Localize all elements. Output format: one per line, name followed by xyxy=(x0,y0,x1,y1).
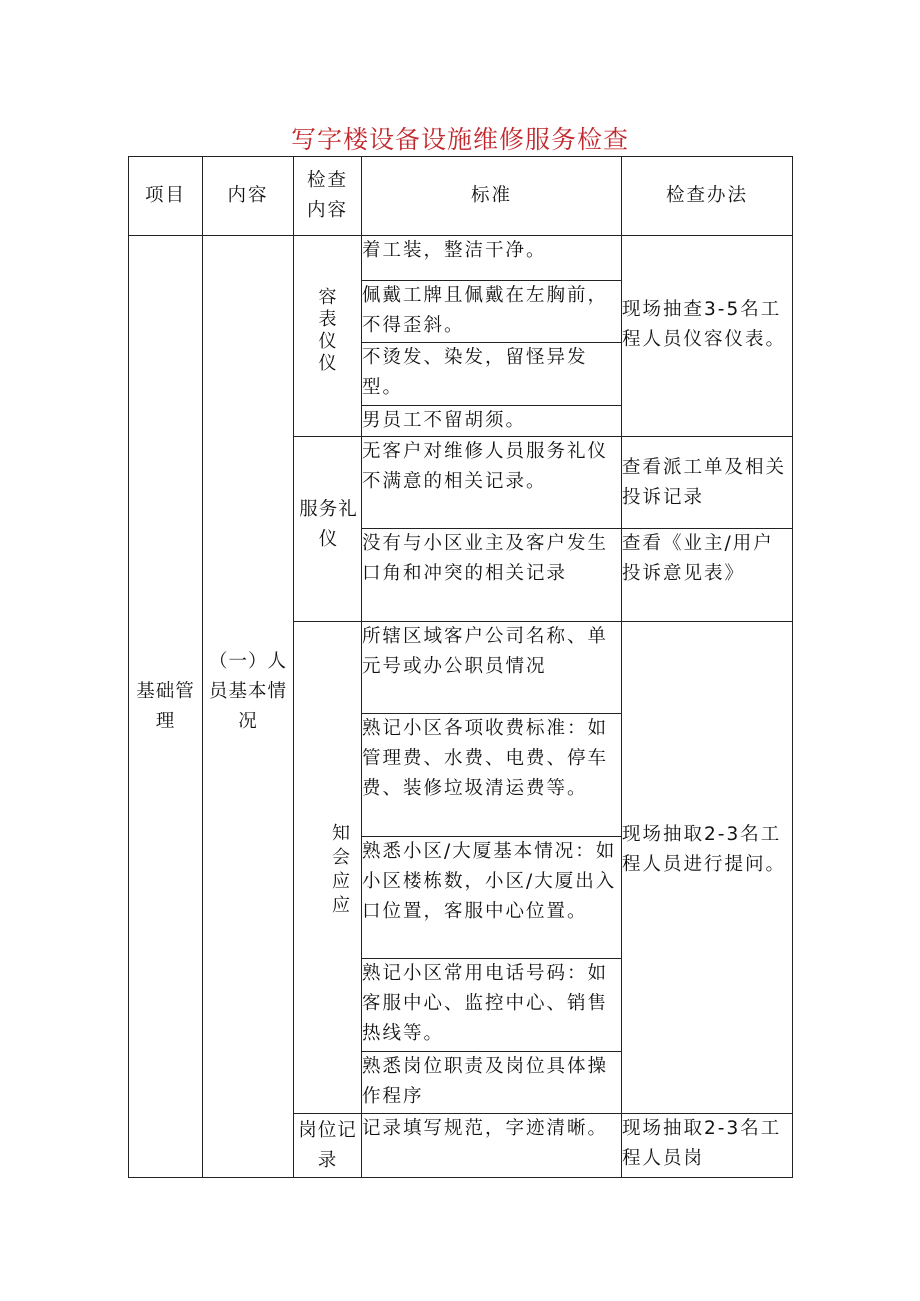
category-record: 岗位记录 xyxy=(294,1114,362,1178)
standard-text: 熟记小区各项收费标准：如管理费、水费、电费、停车费、装修垃圾清运费等。 xyxy=(362,714,622,837)
standard-text: 男员工不留胡须。 xyxy=(362,406,622,437)
table-row xyxy=(129,236,793,281)
standard-text: 不烫发、染发，留怪异发型。 xyxy=(362,343,622,406)
standard-text: 记录填写规范，字迹清晰。 xyxy=(362,1114,622,1178)
method-text: 现场抽取2-3名工程人员岗 xyxy=(622,1114,793,1178)
header-item: 项目 xyxy=(129,157,203,236)
standard-text: 没有与小区业主及客户发生口角和冲突的相关记录 xyxy=(362,529,622,622)
standard-text: 熟悉小区/大厦基本情况：如小区楼栋数，小区/大厦出入口位置，客服中心位置。 xyxy=(362,837,622,959)
category-knowledge: 知会应应 xyxy=(294,622,362,1114)
standard-text: 无客户对维修人员服务礼仪不满意的相关记录。 xyxy=(362,437,622,529)
method-text: 查看派工单及相关投诉记录 xyxy=(622,437,793,529)
header-check-content: 检查内容 xyxy=(294,157,362,236)
header-row xyxy=(129,157,793,236)
standard-text: 佩戴工牌且佩戴在左胸前，不得歪斜。 xyxy=(362,281,622,343)
category-etiquette: 服务礼仪 xyxy=(294,437,362,622)
method-text: 查看《业主/用户投诉意见表》 xyxy=(622,529,793,622)
category-appearance: 容表仪仪 xyxy=(294,236,362,437)
standard-text: 着工装，整洁干净。 xyxy=(362,236,622,281)
header-content: 内容 xyxy=(203,157,294,236)
item-cell: 基础管理 xyxy=(129,236,203,1178)
header-standard: 标准 xyxy=(362,157,622,236)
header-method: 检查办法 xyxy=(622,157,793,236)
inspection-table xyxy=(128,156,793,1178)
document-title: 写字楼设备设施维修服务检查 xyxy=(290,125,629,154)
standard-text: 熟悉岗位职责及岗位具体操作程序 xyxy=(362,1052,622,1114)
standard-text: 熟记小区常用电话号码：如客服中心、监控中心、销售热线等。 xyxy=(362,959,622,1052)
method-text: 现场抽取2-3名工程人员进行提问。 xyxy=(622,622,793,1114)
content-cell: （一）人员基本情况 xyxy=(203,236,294,1178)
method-text: 现场抽查3-5名工程人员仪容仪表。 xyxy=(622,236,793,437)
standard-text: 所辖区域客户公司名称、单元号或办公职员情况 xyxy=(362,622,622,714)
